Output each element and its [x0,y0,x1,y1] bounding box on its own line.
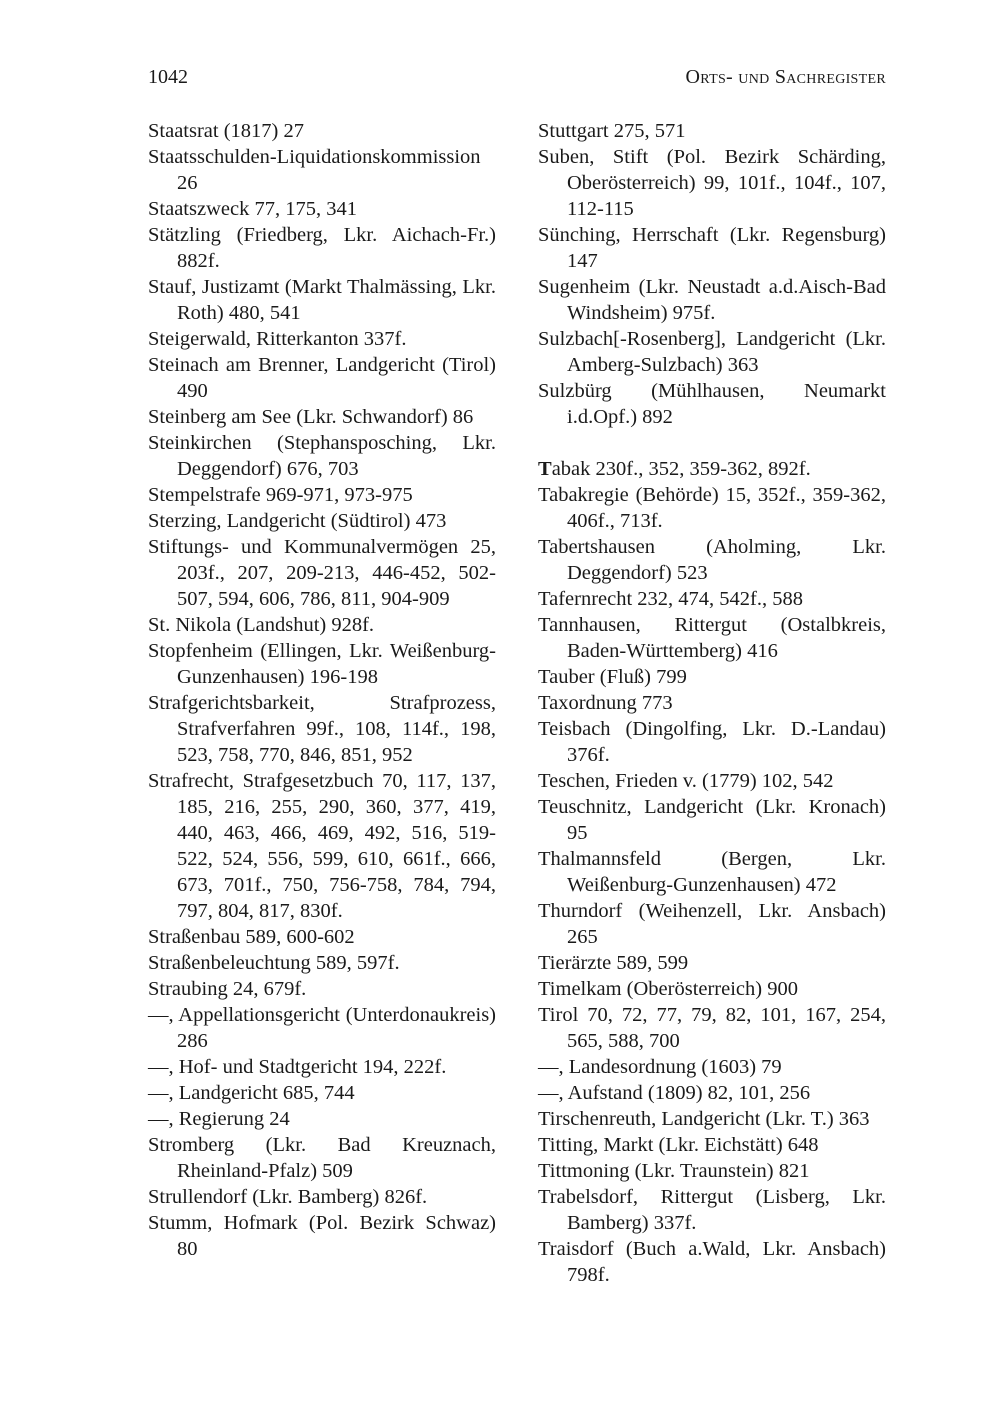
index-entry: Stumm, Hofmark (Pol. Bezirk Schwaz) 80 [148,1212,496,1260]
index-entry: Tierärzte 589, 599 [538,952,689,974]
index-entry: Sulzbach[-Rosenberg], Landgericht (Lkr. Amberg-Sulzbach) 363 [538,328,886,376]
running-head: Orts- und Sachregister [685,66,886,88]
index-column-left [148,118,496,1262]
index-entry: Sugenheim (Lkr. Neustadt a.d.Aisch-Bad Windsheim) 975f. [538,276,886,324]
index-entry: Steinberg am See (Lkr. Schwandorf) 86 [148,406,474,428]
index-entry: Straubing 24, 679f. [148,978,307,1000]
index-entry: Steigerwald, Ritterkanton 337f. [148,328,407,350]
index-entry: Tauber (Fluß) 799 [538,666,687,688]
index-entry: Stauf, Justizamt (Markt Thalmässing, Lkr. Roth) 480, 541 [148,276,496,324]
index-entry: Teschen, Frieden v. (1779) 102, 542 [538,770,834,792]
index-entry: Tafernrecht 232, 474, 542f., 588 [538,588,803,610]
index-entry: Tirschenreuth, Landgericht (Lkr. T.) 363 [538,1108,870,1130]
index-entry: Steinach am Brenner, Landgericht (Tirol) 490 [148,354,496,402]
index-entry: Tirol 70, 72, 77, 79, 82, 101, 167, 254, 565, 588, 700 [538,1004,886,1052]
index-entry: Straßenbau 589, 600-602 [148,926,355,948]
index-entry: Stiftungs- und Kommunalvermögen 25, 203f., 207, 209-213, 446-452, 502-507, 594, 606, 786, 811, 904-909 [148,536,496,610]
index-column-right [538,118,886,1288]
index-entry-first-t [538,456,886,482]
index-entry: Stempelstrafe 969-971, 973-975 [148,484,413,506]
index-entry: Sulzbürg (Mühlhausen, Neumarkt i.d.Opf.) 892 [538,380,886,428]
index-entry: —, Aufstand (1809) 82, 101, 256 [538,1082,811,1104]
index-entry: —, Landgericht 685, 744 [148,1082,355,1104]
index-entry-text: abak 230f., 352, 359-362, 892f. [551,458,811,480]
index-entry: Strafgerichtsbarkeit, Strafprozess, Strafverfahren 99f., 108, 114f., 198, 523, 758, 770, 846, 851, 952 [148,692,496,766]
index-entry: Teisbach (Dingolfing, Lkr. D.-Landau) 376f. [538,718,886,766]
index-entry: Straßenbeleuchtung 589, 597f. [148,952,400,974]
index-entry: Strullendorf (Lkr. Bamberg) 826f. [148,1186,428,1208]
page-number: 1042 [148,66,188,88]
index-entry: Suben, Stift (Pol. Bezirk Schärding, Oberösterreich) 99, 101f., 104f., 107, 112-115 [538,146,886,220]
index-entry: Thalmannsfeld (Bergen, Lkr. Weißenburg-Gunzenhausen) 472 [538,848,886,896]
index-entry: Steinkirchen (Stephansposching, Lkr. Deggendorf) 676, 703 [148,432,496,480]
index-entry: Timelkam (Oberösterreich) 900 [538,978,798,1000]
index-entry: Sterzing, Landgericht (Südtirol) 473 [148,510,447,532]
index-entry: —, Regierung 24 [148,1108,290,1130]
index-entry: Strafrecht, Strafgesetzbuch 70, 117, 137, 185, 216, 255, 290, 360, 377, 419, 440, 463, 466, 469, 492, 516, 519-522, 524, 556, 599, 610, 661f., 666, 673, 701f., 750, 756-758, 784, 794, 797, 804, 817, 830f. [148,770,496,922]
index-entry: Stromberg (Lkr. Bad Kreuznach, Rheinland-Pfalz) 509 [148,1134,496,1182]
index-entry: Trabelsdorf, Rittergut (Lisberg, Lkr. Bamberg) 337f. [538,1186,886,1234]
index-entry: Stopfenheim (Ellingen, Lkr. Weißenburg-Gunzenhausen) 196-198 [148,640,496,688]
index-entry: —, Hof- und Stadtgericht 194, 222f. [148,1056,447,1078]
index-entry: Thurndorf (Weihenzell, Lkr. Ansbach) 265 [538,900,886,948]
index-entry: St. Nikola (Landshut) 928f. [148,614,375,636]
index-entry: Stuttgart 275, 571 [538,120,686,142]
index-entry: Traisdorf (Buch a.Wald, Lkr. Ansbach) 798f. [538,1238,886,1286]
index-entry: Titting, Markt (Lkr. Eichstätt) 648 [538,1134,819,1156]
index-entry: Tabakregie (Behörde) 15, 352f., 359-362, 406f., 713f. [538,484,886,532]
index-entry: Tannhausen, Rittergut (Ostalbkreis, Baden-Württemberg) 416 [538,614,886,662]
index-entry: Taxordnung 773 [538,692,673,714]
index-entry: Staatsrat (1817) 27 [148,120,304,142]
index-entry: —, Appellationsgericht (Unterdonaukreis) 286 [148,1004,496,1052]
index-entry: —, Landesordnung (1603) 79 [538,1056,782,1078]
index-entry: Tabertshausen (Aholming, Lkr. Deggendorf) 523 [538,536,886,584]
index-entry: Staatszweck 77, 175, 341 [148,198,357,220]
index-entry: Tittmoning (Lkr. Traunstein) 821 [538,1160,810,1182]
index-entry: Staatsschulden-Liquidationskommission 26 [148,146,481,194]
index-entry: Stätzling (Friedberg, Lkr. Aichach-Fr.) 882f. [148,224,496,272]
section-initial-letter: T [538,458,552,480]
index-entry: Teuschnitz, Landgericht (Lkr. Kronach) 95 [538,796,886,844]
index-entry: Sünching, Herrschaft (Lkr. Regensburg) 147 [538,224,886,272]
letter-section-gap [538,430,886,456]
